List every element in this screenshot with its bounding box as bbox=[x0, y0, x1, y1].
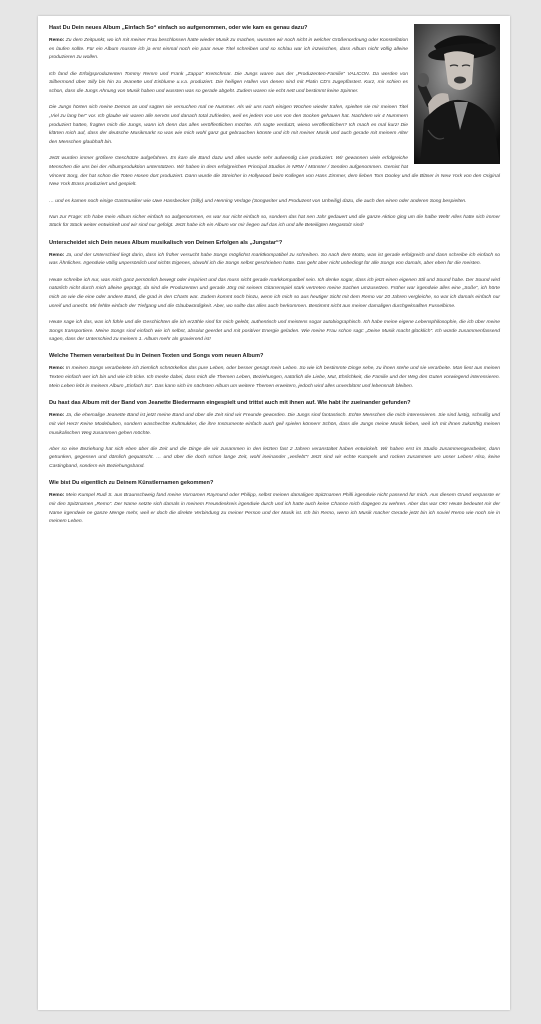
paragraph-text: Ich fand die Erfolgsproduzenten Tommy Remm und Frank „Zappa“ Kretschmar. Die Jungs waren aus der „Produzenten-Familie“ VALICON. Da werden von Silbermond über Silly bis hin zu Jeanette und Eisblume u.v.a. produziert. Die heiligen Hallen von denen sind mit Platin CD’s zugepflastert. Kurz, mir schien es schon, dass die Jungs Ahnung von Musik haben und wussten was so gerade abgeht. Zudem waren sie echt nett und bestimmt keine Spinner. bbox=[49, 71, 408, 95]
interview-paragraph bbox=[49, 214, 500, 231]
speaker-label: Remo: bbox=[49, 38, 65, 43]
article-content bbox=[38, 16, 510, 527]
paragraph-text: Aber so eine Beziehung hat sich eben über die Zeit und die Dinge die wir zusammen in den letzten fast 2 Jahren veranstaltet haben entwickelt. Wir haben erst im Studio zusammengearbeitet, dann getrunken, gegessen und dämlich gequatscht. … und über die doch schon lange Zeit, wohl ineinander „verliebt“! Jetzt sind wir echte Kumpels und rocken zusammen um unser Leben! Also, keine Castingband, sondern ein Beziehungsband. bbox=[49, 446, 500, 470]
paragraph-text: Zu dem Zeitpunkt, wo ich mit meiner Frau beschlossen hatte wieder Musik zu machen, wussten wir noch nicht in welcher Größenordnung oder Konstellation es laufen sollte. Für ein Album musste ich ja erst einmal noch ein paar neue Titel schreiben und so schlau war ich inzwischen, dass Album nicht völlig alleine produzieren zu wollen. bbox=[49, 38, 408, 61]
paragraph-text: Jetzt wurden immer größere Geschütze aufgefahren. Es kam die Band dazu und alles wurde sehr aufwendig Live produziert. Wir gewannen viele erfolgreiche Menschen die uns bei der Albumproduktion unterstützen. Wir haben in dem erfolgreichen Principal Studios in NRW / Münster / Senden aufgenommen. Gemixt hat Vincent Sorg, der hat schon die Toten Hosen dort produziert. Dann wurde die Streicher in Hollywood beim Kollegen von Hans Zimmer, dem lieben Tom Dooley und die Bläser in New York von den Original New York Brass produziert und gespielt. bbox=[49, 156, 500, 188]
paragraph-text: Die Jungs hörten sich meine Demos an und sagten sie versuchen mal ne Nummer. Als wir uns nach einigen Wochen wieder trafen, spielten sie mir meinen Titel „Viel zu lang her“ vor. Ich glaube wir waren alle nervös und danach total zufrieden, weil es jedem von uns von den Socken gehauen hat. Nachdem wir 4 Nummern produziert hatten, fragten mich die Jungs, wann ich denn das alles veröffentlichen möchte. Ich sagte verdutzt, wieso veröffentlichen? Ich mach es mal kurz! Die klärten mich auf, dass der deutsche Musikmarkt so was wie mich wohl ganz gut gebrauchen könnte und ich mit meiner Musik und auch gerade mit meinem Alter den Menschen glaubhaft bin. bbox=[49, 105, 408, 146]
interview-question: Hast Du Dein neues Album „Einfach So“ einfach so aufgenommen, oder wie kam es genau dazu? bbox=[49, 25, 308, 31]
interview-paragraph bbox=[49, 277, 500, 312]
article-page bbox=[38, 16, 510, 1010]
interview-question: Unterscheidet sich Dein neues Album musikalisch von Deinen Erfolgen als „Jungstar“? bbox=[49, 239, 283, 246]
paragraph-text: Heute schreibe ich nur, was mich ganz persönlich bewegt oder inspiriert und das muss nicht gerade markkompatibel sein. Ich denke sogar, dass ich jetzt einen eigenen Stil und Sound habe. Der Sound wird natürlich nicht durch mich alleine geprägt, da sind die Produzenten und gerade Jörg mit seinem Gitarrenspiel stark vertreten meine Sachen umzusetzen. Früher war irgendwie alles eine „Soße“, ich hörte mich an wie die eine oder andere Band, die grad in den Charts war. Zudem kommt noch hinzu, wenn ich mich so aus heutiger Sicht mit dem Remo vor 20 Jahren vergleiche, so war ich damals einfach nur unreif und unecht. Mir fehlte einfach der Tiefgang und die Glaubwürdigkeit. Aber, wo sollte das alles auch herkommen. Bestimmt nicht aus meiner damaligen durchgeknallten Fusselbirne. bbox=[49, 277, 500, 309]
interview-paragraph bbox=[49, 412, 500, 438]
paragraph-text: Ja, die ehemalige Jeanette Band ist jetzt meine Band und über die Zeit sind wir Freunde geworden. Die Jungs sind fantastisch. Echte Menschen die mich interessieren. Sie sind lustig, schrullig und mit viel Herz! Keine Modebuben, sondern waschechte Kultmukker, die ihre Instrumente einfach auch geil spielen können! Schön, dass die Jungs meine Musik lieben, weil ich mit ihnen zukünftig meinen musikalischen Weg zusammen gehen möchte. bbox=[49, 413, 500, 436]
interview-paragraph bbox=[49, 492, 500, 527]
paragraph-text: Nun zur Frage: Ich habe mein Album sicher einfach so aufgenommen, es war nur nicht einfach so, sondern das hat nen Jahr gedauert und die ganze Aktion ging um die halbe Welt! Alles hatte sich immer Stück für Stück weiter entwickelt und wir sind nur gefolgt. Jetzt habe ich ein Album vor mir liegen auf das ich und alle Beteiligten Megastolz sind! bbox=[49, 214, 500, 229]
interview-paragraph bbox=[49, 446, 500, 472]
interview-question: Welche Themen verarbeitest Du in Deinen Texten und Songs vom neuen Album? bbox=[49, 353, 264, 360]
interview-paragraph bbox=[49, 252, 500, 269]
paragraph-text: Ja, und der Unterschied liegt darin, dass ich früher versucht habe Songs möglichst marktkompatibel zu schreiben. So nach dem Motto, was ist gerade erfolgreich und dann schreibe ich einfach so was Ähnliches. Irgendwie völlig unpersönlich und nichts Eigenes, obwohl ich die Songs selbst geschrieben hatte. Das geht aber nicht unbedingt für alle Songs von damals, aber eben für die meisten. bbox=[49, 252, 500, 267]
interview-paragraph bbox=[49, 365, 500, 391]
speaker-label: Remo: bbox=[49, 366, 65, 372]
interview-paragraph bbox=[49, 198, 500, 207]
interview-paragraph bbox=[49, 319, 500, 345]
paragraph-text: Mein Kumpel Rudi S. aus Braunschweig fand meine Vornamen Raymund oder Philipp, selbst meinen damaligen Spitznamen Philli irgendwie nicht passend für mich. Aus diesem Grund verpasste er mir den Spitznamen „Remo“. Der Name setzte sich damals in meinem Freundeskreis irgendwie durch und ich hatte auch keine Chance mich dagegen zu wehren. Aber das war OK! Heute bedeutet mir der Name irgendwie ne ganze Menge mehr, weil er doch die direkte Verbindung zu meiner Person und der Musik ist. Ich bin Remo, wenn ich Musik mache! Gerade jetzt bin ich soviel Remo wie noch nie in meinem Leben. bbox=[49, 493, 500, 525]
artist-photo bbox=[414, 24, 500, 164]
paragraph-text: Heute sage ich das, was ich fühle und die Geschichten die ich erzähle sind für mich gelebt, authentisch und meistens sogar autobiographisch. Ich habe meine eigene Lebensphilosophie, die ich über meine Songs transportiere. Meine Songs sind einfach wie ich selbst, absolut geerdet und mit positiver Energie geladen. Wie meine Frau schon sagt: „Deine Musik macht glücklich“. Ich würde zusammenfassend sagen, dass der Unterschied zu meinem 1. Album mehr als gravierend ist! bbox=[49, 319, 500, 343]
paragraph-text: … und es kamen noch einige Gastmusiker wie Uwe Hassbecker (Silly) und Henning Verlage (Songwriter und Produzent von Unheilig) dazu, die auch den einen oder anderen Song bespielten. bbox=[49, 198, 467, 204]
interview-question: Wie bist Du eigentlich zu Deinem Künstlernamen gekommen? bbox=[49, 480, 214, 487]
paragraph-text: In meinen Songs verarbeitete ich ziemlich schnörkellos das pure Leben, oder besser gesagt mein Leben. So wie ich bestimmte Dinge sehe, zu ihnen stehe und sie verarbeite. Man liest aus meinen Texten einfach wer ich bin und wie ich ticke. Ich merke dabei, dass mich die Themen Leben, Beziehungen, natürlich die Liebe, Mut, Ehrlichkeit, die Familie und der Weg des Guten vorwiegend interessieren. Mein Leben lebt in meinem Album „Einfach So“. Das kann sich im nächsten Album um weitere Themen erweitern, jedoch wird alles unverblümt und lebensnah bleiben. bbox=[49, 366, 500, 389]
speaker-label: Remo: bbox=[49, 493, 65, 499]
speaker-label: Remo: bbox=[49, 252, 65, 258]
interview-question: Du hast das Album mit der Band von Jeanette Biedermann eingespielt und trittst auch mit ihnen auf. Wie habt ihr zueinander gefunden? bbox=[49, 400, 411, 407]
speaker-label: Remo: bbox=[49, 413, 65, 419]
